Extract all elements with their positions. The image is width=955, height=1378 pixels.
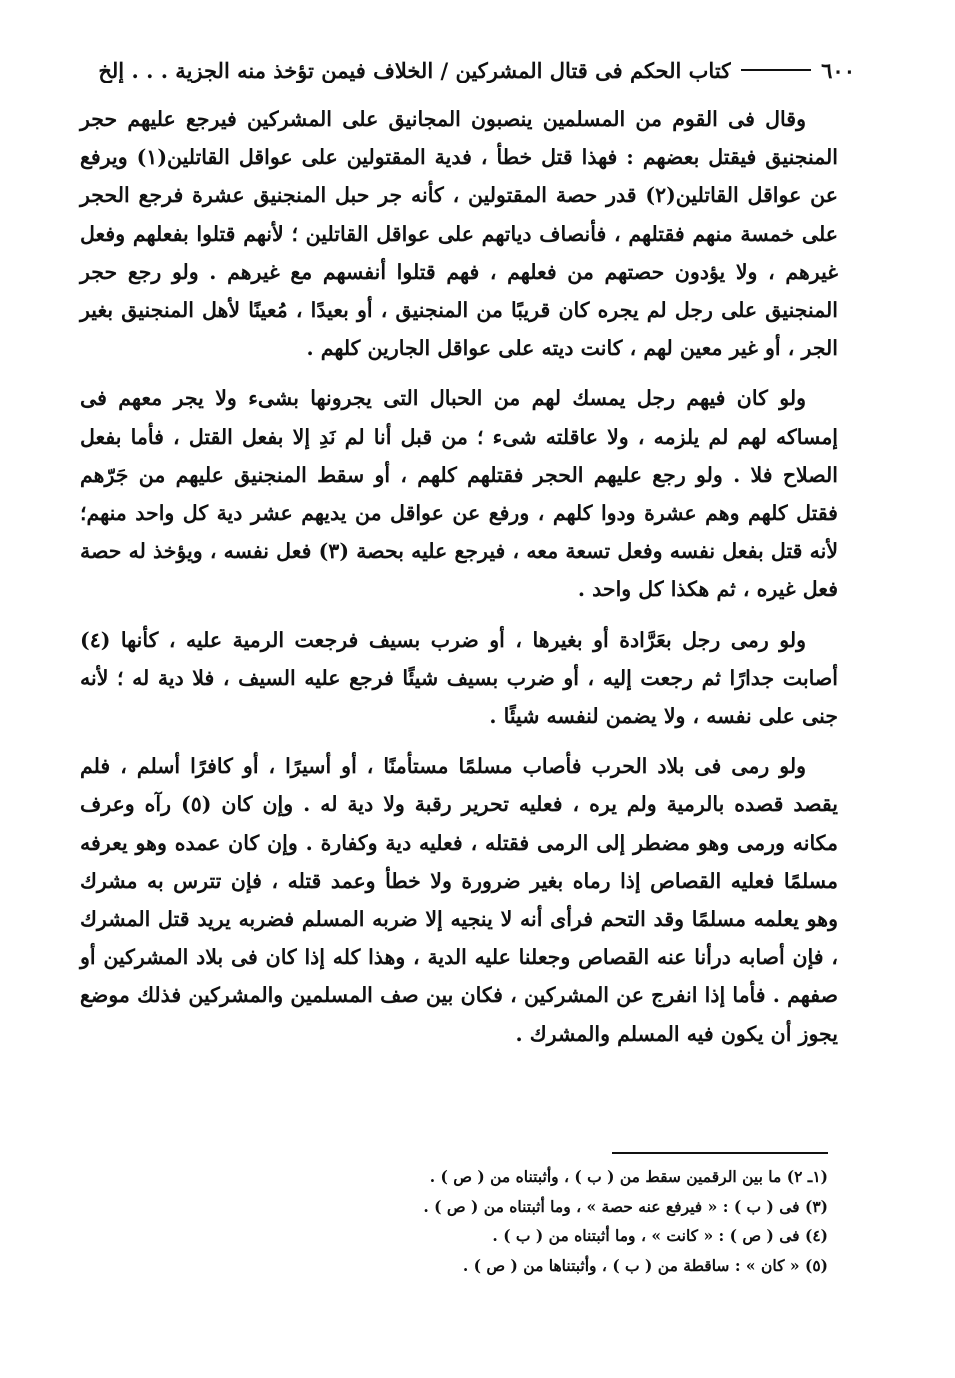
footnote: (١ـ ٢) ما بين الرقمين سقط من ( ب ) ، وأثبتناه من ( ص ) . [429, 1167, 828, 1186]
footnote: (٤) فى ( ص ) : « كانت » ، وما أثبتناه من ( ب ) . [492, 1226, 828, 1245]
footnote: (٥) « كان » : ساقطة من ( ب ) ، وأثبتناها من ( ص ) . [462, 1255, 828, 1275]
footnote: (٣) فى ( ب ) : « فيرفع عنه حصة » ، وما أثبتناه من ( ص ) . [423, 1196, 828, 1216]
footnote-separator [612, 1152, 828, 1154]
paragraph: وقال فى القوم من المسلمين ينصبون المجانيق على المشركين فيرجع عليهم حجر المنجنيق فيقتل بعضهم : فهذا قتل خطأ ، فدية المقتولين على عواقل القاتلين(١) ويرفع عن عواقل القاتلين(٢) قدر حصة المقتولين ، كأنه جر حبل المنجنيق عشرة فرجع الحجر على خمسة منهم فقتلهم ، فأنصاف دياتهم على عواقل القاتلين ؛ لأنهم قتلوا بفعلهم وفعل غيرهم ، ولا يؤدون حصتهم من فعلهم ، فهم قتلوا أنفسهم مع غيرهم . ولو رجع حجر المنجنيق على رجل لم يجره كان قريبًا من المنجنيق ، أو بعيدًا ، مُعينًا لأهل المنجنيق بغير الجر ، أو غير معين لهم ، كانت ديته على عواقل الجارين كلهم . [80, 107, 838, 361]
paragraph: ولو رمى فى بلاد الحرب فأصاب مسلمًا مستأمنًا ، أو أسيرًا ، أو كافرًا أسلم ، فلم يقصد قصده بالرمية ولم يره ، فعليه تحرير رقبة ولا دية له . وإن كان (٥) رآه وعرف مكانه ورمى وهو مضطر إلى الرمى فقتله ، فعليه دية وكفارة . وإن كان عمده وهو يعرفه مسلمًا فعليه القصاص إذا رماه بغير ضرورة ولا خطأ وعمد قتله ، فإن تترس به مشرك وهو يعلمه مسلمًا وقد التحم فرأى أنه لا ينجيه إلا ضربه المسلم فضربه يريد قتل المشرك ، فإن أصابه درأنا عنه القصاص وجعلنا عليه الدية ، وهذا كله إذا كان فى بلاد المشركين أو صفهم . فأما إذا انفرج عن المشركين ، فكان بين صف المسلمين والمشركين فذلك موضع يجوز أن يكون فيه المسلم والمشرك . [80, 754, 838, 1046]
page-number: ٦٠٠ [821, 57, 855, 83]
running-header [80, 52, 855, 88]
header-rule [741, 69, 811, 71]
paragraph: ولو رمى رجل بعَرَّادة أو بغيرها ، أو ضرب بسيف فرجعت الرمية عليه ، كأنها (٤) أصابت جدارًا ثم رجعت إليه ، أو ضرب بسيف شيئًا فرجع عليه السيف ، فلا دية له ؛ لأنه جنى على نفسه ، ولا يضمن لنفسه شيئًا . [80, 627, 838, 729]
paragraph: ولو كان فيهم رجل يمسك لهم من الحبال التى يجرونها بشىء ولا يجر معهم فى إمساكه لهم لم يلزمه ، ولا عاقلته شىء ؛ من قبل أنا لم نَدِ إلا بفعل القتل ، فأما بفعل الصلاح فلا . ولو رجع عليهم الحجر فقتلهم كلهم ، أو سقط المنجنيق عليهم من جَرّهم فقتل كلهم وهم عشرة ودوا كلهم ، ورفع عن عواقل من يديهم عشر دية كل واحد منهم؛ لأنه قتل بفعل نفسه وفعل تسعة معه ، فيرجع عليه بحصة (٣) فعل نفسه ، ويؤخذ له حصة فعل غيره ، ثم هكذا كل واحد . [80, 386, 839, 602]
running-title: كتاب الحكم فى قتال المشركين / الخلاف فيمن تؤخذ منه الجزية . . . إلخ [98, 57, 732, 83]
main-text [80, 100, 838, 1065]
footnotes [300, 1162, 828, 1280]
